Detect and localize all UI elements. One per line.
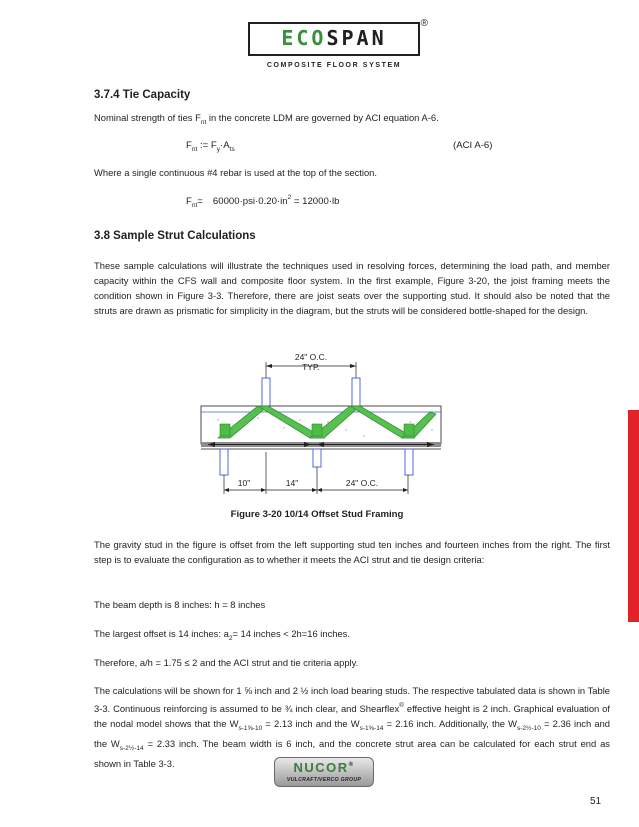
page-number: 51 bbox=[590, 796, 602, 807]
calculations-paragraph: The calculations will be shown for 1 ⅝ inch and 2 ½ inch load bearing studs. The respective tabulated data is shown in Table 3-3. Continuous reinforcing is assumed to be ¾ inch clear, and Shearflex® effective height is 2 inch. Graphical evaluation of the nodal model shows that the $W_{s-1\frac{5}{8}-10} = 2.13$ inch and the $W_{s-1\frac{5}{8}-14} = 2.16$ inch. Additionally, the $W_{s-2\frac{1}{2}-10} = 2.36$ inch and the $W_{s-2\frac{1}{2}-14} = 2.33$ inch. The beam width is 6 inch, and the concrete strut area can be calculated for each strut end as shown in Table 3-3. bbox=[94, 685, 610, 769]
dim-label-24-oc: 24" O.C. bbox=[345, 478, 379, 488]
nucor-subtitle: VULCRAFT/VERCO GROUP bbox=[286, 777, 362, 783]
dim-label-typ: TYP. bbox=[302, 362, 320, 372]
dim-label-14: 14" bbox=[285, 478, 299, 488]
node-left bbox=[220, 424, 230, 436]
ratio-line: Therefore, a/h = 1.75 ≤ 2 and the ACI strut and tie criteria apply. bbox=[94, 657, 359, 668]
upper-stud-right bbox=[352, 378, 360, 406]
dim-label-10: 10" bbox=[237, 478, 251, 488]
node-center bbox=[312, 424, 322, 436]
side-accent-bar bbox=[628, 410, 639, 622]
logo-subtitle: COMPOSITE FLOOR SYSTEM bbox=[266, 62, 402, 69]
equation-reference: (ACI A-6) bbox=[453, 140, 493, 151]
offset-stud-framing-diagram bbox=[196, 352, 446, 502]
largest-offset-line: The largest offset is 14 inches: $a_2= 14$ inches < 2h=16 inches. bbox=[94, 628, 350, 642]
rebar-note: Where a single continuous #4 rebar is used at the top of the section. bbox=[94, 167, 377, 178]
gravity-stud bbox=[313, 449, 321, 467]
bdim-arrow-2 bbox=[261, 488, 266, 492]
bdim-arrow-4 bbox=[317, 488, 322, 492]
lower-stud-right bbox=[405, 449, 413, 475]
beam-depth-line: The beam depth is 8 inches: h = 8 inches bbox=[94, 599, 266, 610]
dim-label-top-oc: 24" O.C. bbox=[294, 352, 328, 362]
tie-capacity-intro: Nominal strength of ties $F_{nt}$ in the concrete LDM are governed by ACI equation A-6. bbox=[94, 112, 439, 126]
figure-caption: Figure 3-20 10/14 Offset Stud Framing bbox=[230, 509, 404, 520]
bdim-arrow-5 bbox=[403, 488, 408, 492]
lower-stud-left bbox=[220, 449, 228, 475]
nucor-logo bbox=[274, 757, 374, 787]
logo-registered-mark: ® bbox=[420, 18, 428, 29]
strut-intro-paragraph: These sample calculations will illustrate the techniques used in resolving forces, determining the load path, and member capacity within the CFS wall and composite floor system. In the first example, Figure 3-20, the joist framing meets the condition shown in Figure 3-3. Therefore, there are joist seats over the supporting stud. It should also be noted that the struts are drawn as prismatic for simplicity in the diagram, but the struts will be considered bottle-shaped for the design. bbox=[94, 260, 610, 316]
bdim-arrow-1 bbox=[224, 488, 229, 492]
ecospan-logo bbox=[248, 18, 428, 56]
equation-aci-a6: $F_{nt}$ := $F_y\cdot A_{ts}$ bbox=[186, 140, 235, 153]
nucor-wordmark: NUCOR® bbox=[293, 760, 355, 775]
bdim-arrow-3 bbox=[312, 488, 317, 492]
section-heading-sample-strut: 3.8 Sample Strut Calculations bbox=[94, 230, 256, 242]
node-right bbox=[404, 424, 414, 436]
dim-arrow-right bbox=[350, 364, 356, 368]
section-heading-tie-capacity: 3.7.4 Tie Capacity bbox=[94, 89, 191, 101]
dim-arrow-left bbox=[266, 364, 272, 368]
gravity-stud-paragraph: The gravity stud in the figure is offset from the left supporting stud ten inches and fourteen inches from the right. The first step is to evaluate the configuration as to whether it meets the ACI strut and tie design criteria: bbox=[94, 539, 610, 565]
upper-stud-left bbox=[262, 378, 270, 406]
logo-wordmark: ECOSPAN bbox=[281, 26, 387, 50]
equation-tie-strength: $F_{nt}= 60000\cdot psi\cdot 0.20\cdot in^2 = 12000\cdot lb$ bbox=[186, 194, 340, 209]
